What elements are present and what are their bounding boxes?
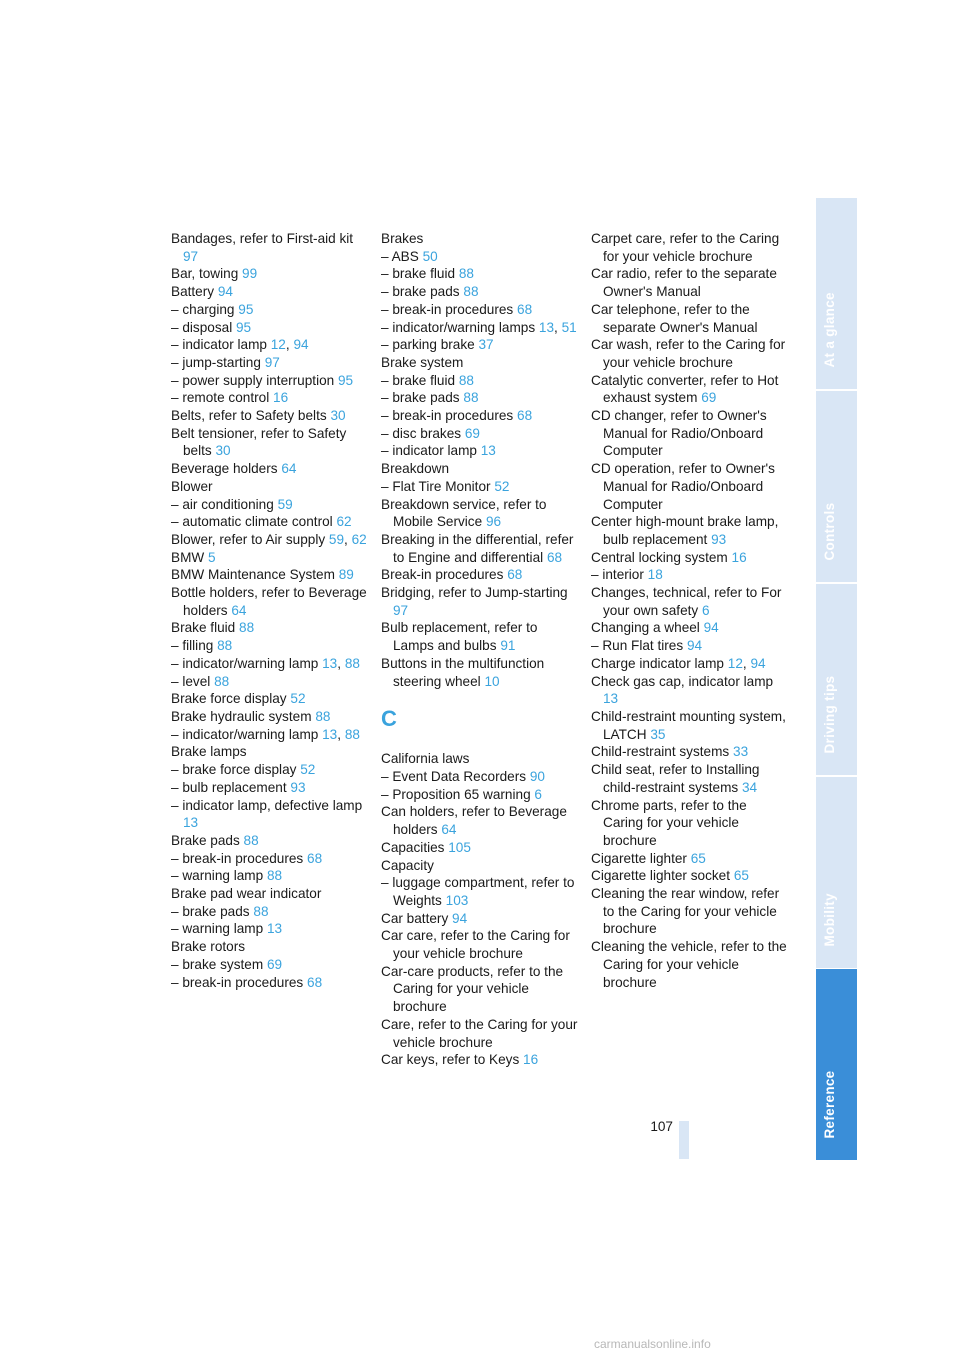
page-link[interactable]: 95 <box>338 372 354 388</box>
index-term: – brake pads <box>381 390 460 406</box>
page-link[interactable]: 88 <box>458 372 474 388</box>
tab-label: Mobility <box>821 893 837 947</box>
index-term: – indicator/warning lamp <box>171 726 319 742</box>
index-term: Bridging, refer to Jump-starting <box>381 585 568 601</box>
index-letter-heading: C <box>381 706 397 732</box>
index-entry <box>591 673 787 708</box>
page-link[interactable]: 35 <box>650 726 666 742</box>
page-link[interactable]: 64 <box>441 822 457 838</box>
page-link[interactable]: 64 <box>231 602 247 618</box>
page-link[interactable]: 33 <box>733 744 749 760</box>
index-term: – break-in procedures <box>171 974 304 990</box>
index-term: Chrome parts, refer to the Caring for your vehicle brochure <box>591 797 747 848</box>
index-term: Car battery <box>381 910 449 926</box>
index-term: Bottle holders, refer to Beverage holders <box>171 585 367 618</box>
index-term: – filling <box>171 638 214 654</box>
index-entry <box>381 910 581 928</box>
index-entry <box>171 549 371 567</box>
page-link[interactable]: 94 <box>686 638 703 654</box>
index-entry <box>381 425 581 443</box>
index-term: – bulb replacement <box>171 779 287 795</box>
index-entry <box>171 850 371 868</box>
index-term: – brake system <box>171 956 264 972</box>
index-entry <box>171 283 371 301</box>
page-link[interactable]: 59 <box>277 496 293 512</box>
watermark: carmanualsonline.info <box>594 1337 711 1351</box>
index-term: – brake pads <box>171 903 250 919</box>
tab-driving-tips[interactable] <box>816 584 857 775</box>
index-term: – break-in procedures <box>171 850 304 866</box>
index-entry <box>381 301 581 319</box>
index-entry <box>591 743 787 761</box>
index-term: CD operation, refer to Owner's Manual for Radio/Onboard Computer <box>591 461 775 512</box>
page-link[interactable]: 88 <box>458 266 474 282</box>
index-entry <box>171 743 371 761</box>
page-link[interactable]: 88 <box>315 708 331 724</box>
index-entry <box>591 566 787 584</box>
index-term: Blower <box>171 478 213 494</box>
index-entry <box>171 797 371 832</box>
tab-reference[interactable] <box>816 969 857 1160</box>
tab-controls[interactable] <box>816 391 857 582</box>
index-entry <box>381 963 581 1016</box>
page-link[interactable]: 68 <box>517 301 533 317</box>
index-entry <box>591 637 787 655</box>
index-term: – warning lamp <box>171 921 264 937</box>
index-term: Car care, refer to the Caring for your vehicle brochure <box>381 928 570 962</box>
index-entry <box>381 927 581 962</box>
tab-at-a-glance[interactable] <box>816 198 857 389</box>
index-entry: – indicator/warning lamps 13, 51 <box>381 319 577 335</box>
index-entry <box>381 265 581 283</box>
index-entry <box>171 673 371 691</box>
index-term: Brakes <box>381 231 424 246</box>
index-column-1 <box>171 230 371 991</box>
page-link[interactable]: 88 <box>243 832 259 848</box>
index-term: – break-in procedures <box>381 301 514 317</box>
index-entry <box>171 885 371 903</box>
index-entry <box>591 549 787 567</box>
page-link[interactable]: 91 <box>500 638 516 654</box>
page-link[interactable]: 97 <box>393 602 409 618</box>
index-entry <box>171 708 371 726</box>
index-entry <box>381 460 581 478</box>
page-link[interactable]: 69 <box>464 425 480 441</box>
index-entry <box>171 460 371 478</box>
index-entry <box>591 708 787 743</box>
index-term: BMW <box>171 549 205 565</box>
page-link[interactable]: 13 <box>538 319 555 335</box>
index-entry <box>591 797 787 850</box>
index-entry <box>381 1016 581 1051</box>
page-link[interactable]: 34 <box>742 779 758 795</box>
index-term: Changes, technical, refer to For your own safety <box>591 585 782 618</box>
index-entry <box>171 637 371 655</box>
page-link[interactable]: 52 <box>290 691 306 707</box>
page-link[interactable]: 65 <box>733 868 749 884</box>
index-term: Carpet care, refer to the Caring for your vehicle brochure <box>591 231 780 264</box>
index-entry <box>171 779 371 797</box>
index-entry <box>171 903 371 921</box>
index-column-2 <box>381 230 581 1069</box>
index-term: Car telephone, refer to the separate Owner's Manual <box>591 301 758 335</box>
tab-label: Controls <box>821 502 837 561</box>
tab-label: Reference <box>821 1070 837 1139</box>
page-link[interactable]: 68 <box>517 408 533 424</box>
index-entry <box>381 566 581 584</box>
index-term: Brake rotors <box>171 939 246 955</box>
index-term: – Run Flat tires <box>591 638 684 654</box>
index-entry <box>381 372 581 390</box>
page-link[interactable]: 105 <box>448 839 471 855</box>
page-link[interactable]: 94 <box>750 655 766 671</box>
index-entry: Charge indicator lamp 12, 94 <box>591 655 766 671</box>
page-link[interactable]: 13 <box>266 921 283 937</box>
page-link[interactable]: 103 <box>445 892 469 908</box>
page-link[interactable]: 68 <box>307 974 323 990</box>
index-term: Break-in procedures <box>381 567 504 583</box>
index-term: Cleaning the rear window, refer to the Caring for your vehicle brochure <box>591 886 780 937</box>
index-term: – automatic climate control <box>171 514 333 530</box>
index-entry <box>591 938 787 991</box>
index-entry <box>171 425 371 460</box>
index-term: – level <box>171 673 211 689</box>
page-link[interactable]: 90 <box>529 768 545 784</box>
index-entry <box>171 513 371 531</box>
page-link[interactable]: 88 <box>217 638 233 654</box>
index-term: Brake force display <box>171 691 287 707</box>
index-term: Breaking in the differential, refer to Engine and differential <box>381 531 574 565</box>
page-link[interactable]: 30 <box>215 443 231 459</box>
index-term: – Event Data Recorders <box>381 768 527 784</box>
index-term: Car-care products, refer to the Caring for your vehicle brochure <box>381 963 564 1015</box>
page-link[interactable]: 94 <box>703 620 719 636</box>
index-entry <box>171 832 371 850</box>
page-link[interactable]: 65 <box>690 850 706 866</box>
index-entry: – indicator lamp 12, 94 <box>171 337 309 353</box>
index-entry <box>381 584 581 619</box>
index-term: Belts, refer to Safety belts <box>171 408 327 424</box>
index-term: Child-restraint systems <box>591 744 730 760</box>
page-link[interactable]: 69 <box>266 956 283 972</box>
tab-label: Driving tips <box>821 675 837 754</box>
index-entry <box>591 850 787 868</box>
index-entry: – indicator/warning lamp 13, 88 <box>171 655 360 671</box>
index-term: – luggage compartment, refer to Weights <box>381 875 575 908</box>
index-term: – Flat Tire Monitor <box>381 478 491 494</box>
page-number-bar <box>679 1121 689 1159</box>
index-term: Brake lamps <box>171 744 247 760</box>
index-column-3 <box>591 230 787 991</box>
index-entry <box>171 265 371 283</box>
index-term: Breakdown <box>381 461 450 477</box>
index-term: – charging <box>171 301 235 317</box>
index-entry <box>381 1051 581 1069</box>
index-term: – Proposition 65 warning <box>381 786 531 802</box>
page-link[interactable]: 10 <box>484 673 500 689</box>
index-entry <box>591 372 787 407</box>
page-link[interactable]: 93 <box>711 531 727 547</box>
index-term: – remote control <box>171 390 270 406</box>
page-link[interactable]: 12 <box>727 655 743 671</box>
index-entry <box>171 938 371 956</box>
index-entry <box>591 336 787 371</box>
page-link[interactable]: 88 <box>266 868 283 884</box>
index-entry <box>381 230 581 248</box>
index-term: Child-restraint mounting system, LATCH <box>591 708 786 742</box>
index-entry <box>171 407 371 425</box>
index-term: Bandages, refer to First-aid kit <box>171 231 354 246</box>
index-term: Catalytic converter, refer to Hot exhaust system <box>591 372 779 406</box>
tab-mobility[interactable] <box>816 777 857 968</box>
page-link[interactable]: 12 <box>270 337 286 353</box>
index-term: – disc brakes <box>381 425 462 441</box>
page-link[interactable]: 50 <box>422 248 438 264</box>
page-link[interactable]: 94 <box>452 910 468 926</box>
index-term: Check gas cap, indicator lamp <box>591 673 774 689</box>
page-link[interactable]: 62 <box>336 514 352 530</box>
index-entry <box>171 956 371 974</box>
index-entry <box>171 761 371 779</box>
page-link[interactable]: 52 <box>494 478 510 494</box>
index-term: Car keys, refer to Keys <box>381 1052 520 1068</box>
page-link[interactable]: 62 <box>351 531 367 547</box>
page-link[interactable]: 94 <box>217 284 233 300</box>
index-term: Brake pad wear indicator <box>171 886 322 902</box>
index-entry <box>591 867 787 885</box>
index-entry <box>171 584 371 619</box>
index-entry <box>591 584 787 619</box>
index-entry <box>381 839 581 857</box>
page-link[interactable]: 88 <box>214 673 230 689</box>
page-link[interactable]: 52 <box>300 762 316 778</box>
index-entry <box>171 230 371 265</box>
index-term: Changing a wheel <box>591 620 700 636</box>
index-entry <box>381 496 581 531</box>
index-term: Brake pads <box>171 832 240 848</box>
index-entry <box>381 442 581 460</box>
index-entry <box>171 566 371 584</box>
tab-label: At a glance <box>821 292 837 368</box>
page-link[interactable]: 30 <box>330 408 346 424</box>
index-entry <box>171 867 371 885</box>
index-entry <box>591 265 787 300</box>
index-term: – ABS <box>381 248 419 264</box>
index-term: – air conditioning <box>171 496 274 512</box>
index-term: Child seat, refer to Installing child-restraint systems <box>591 762 760 795</box>
index-term: Beverage holders <box>171 461 278 477</box>
page-link[interactable]: 13 <box>183 815 199 831</box>
page-link[interactable]: 88 <box>463 284 479 300</box>
index-entry <box>591 301 787 336</box>
index-entry <box>381 389 581 407</box>
page-link[interactable]: 69 <box>701 390 717 406</box>
index-entry <box>381 531 581 566</box>
page-link[interactable]: 88 <box>253 903 269 919</box>
section-tabs <box>816 198 857 1160</box>
index-term: Brake hydraulic system <box>171 708 312 724</box>
page-link[interactable]: 97 <box>264 354 280 370</box>
page-link[interactable]: 88 <box>239 620 255 636</box>
index-term: BMW Maintenance System <box>171 567 335 583</box>
index-entry <box>591 619 787 637</box>
page-link[interactable]: 13 <box>322 655 338 671</box>
index-term: – parking brake <box>381 337 475 353</box>
page-link[interactable]: 93 <box>290 779 306 795</box>
page-link[interactable]: 89 <box>338 567 354 583</box>
index-term: – interior <box>591 567 644 583</box>
page-link[interactable]: 13 <box>603 691 619 707</box>
index-term: Capacity <box>381 857 434 873</box>
index-term: Center high-mount brake lamp, bulb replacement <box>591 514 779 547</box>
index-term: – indicator lamp <box>171 337 267 353</box>
index-term: – brake fluid <box>381 372 456 388</box>
index-entry <box>171 496 371 514</box>
page-link[interactable]: 88 <box>463 390 479 406</box>
page-link[interactable]: 68 <box>507 567 523 583</box>
page-link[interactable]: 18 <box>647 567 663 583</box>
index-term: Bulb replacement, refer to Lamps and bulbs <box>381 620 538 654</box>
index-entry <box>381 354 581 372</box>
page-link[interactable]: 59 <box>328 531 345 547</box>
page-link[interactable]: 6 <box>701 602 710 618</box>
page-link[interactable]: 37 <box>478 337 494 353</box>
index-term: Car radio, refer to the separate Owner's Manual <box>591 266 777 300</box>
index-entry <box>381 655 581 690</box>
page-number: 107 <box>650 1119 673 1134</box>
index-term: – break-in procedures <box>381 408 514 424</box>
page-link[interactable]: 95 <box>238 301 254 317</box>
page-link[interactable]: 99 <box>242 266 258 282</box>
index-entry <box>591 460 787 513</box>
index-entry <box>171 372 371 390</box>
page-link[interactable]: 64 <box>281 461 297 477</box>
index-entry <box>591 230 787 265</box>
page-link[interactable]: 88 <box>344 655 360 671</box>
index-entry <box>381 248 581 266</box>
page-link[interactable]: 97 <box>183 248 199 264</box>
index-term: Brake system <box>381 354 464 370</box>
index-term: – indicator lamp, defective lamp <box>171 797 363 813</box>
index-term: CD changer, refer to Owner's Manual for Radio/Onboard Computer <box>591 408 767 459</box>
index-entry <box>171 301 371 319</box>
index-entry <box>381 786 581 804</box>
page-link[interactable]: 16 <box>273 390 289 406</box>
index-term: Bar, towing <box>171 266 239 282</box>
index-entry <box>171 354 371 372</box>
index-term: – indicator/warning lamps <box>381 319 536 335</box>
index-entry <box>381 874 581 909</box>
index-term: Buttons in the multifunction steering wheel <box>381 655 545 689</box>
index-term: Charge indicator lamp <box>591 655 724 671</box>
index-entry <box>381 619 581 654</box>
index-term: – warning lamp <box>171 868 264 884</box>
index-entry <box>381 407 581 425</box>
index-term: – brake pads <box>381 284 460 300</box>
index-entry <box>171 920 371 938</box>
index-entry <box>591 407 787 460</box>
index-entry <box>171 319 371 337</box>
index-term: Care, refer to the Caring for your vehicle brochure <box>381 1016 578 1050</box>
index-term: Blower, refer to Air supply <box>171 531 326 547</box>
page-link[interactable]: 68 <box>307 850 323 866</box>
index-entry <box>381 857 581 875</box>
index-entry <box>171 478 371 496</box>
index-entry <box>381 478 581 496</box>
page-link[interactable]: 94 <box>293 337 309 353</box>
index-term: Cigarette lighter socket <box>591 868 731 884</box>
index-entry <box>591 513 787 548</box>
page-link[interactable]: 13 <box>322 726 338 742</box>
page-link[interactable]: 96 <box>485 514 502 530</box>
page-link[interactable]: 68 <box>546 549 563 565</box>
index-entry <box>381 768 581 786</box>
index-term: Breakdown service, refer to Mobile Service <box>381 496 547 530</box>
index-term: – brake fluid <box>381 266 456 282</box>
page-link[interactable]: 88 <box>344 726 360 742</box>
index-term: Battery <box>171 284 215 300</box>
index-entry <box>171 690 371 708</box>
index-term: Can holders, refer to Beverage holders <box>381 804 567 838</box>
index-entry <box>591 761 787 796</box>
page-link[interactable]: 5 <box>208 549 216 565</box>
index-term: Cigarette lighter <box>591 850 687 866</box>
index-term: Cleaning the vehicle, refer to the Caring for your vehicle brochure <box>591 939 787 990</box>
index-term: Brake fluid <box>171 620 236 636</box>
page-link[interactable]: 95 <box>236 319 252 335</box>
index-entry <box>381 283 581 301</box>
index-entry: – indicator/warning lamp 13, 88 <box>171 726 360 742</box>
index-entry <box>171 619 371 637</box>
index-entry <box>381 803 581 838</box>
index-entry <box>171 974 371 992</box>
index-term: California laws <box>381 751 470 767</box>
index-entry <box>381 750 581 768</box>
page-link[interactable]: 13 <box>480 443 496 459</box>
index-term: – indicator lamp <box>381 443 477 459</box>
index-term: – power supply interruption <box>171 372 335 388</box>
index-entry: Blower, refer to Air supply 59, 62 <box>171 531 367 547</box>
index-term: Car wash, refer to the Caring for your vehicle brochure <box>591 337 786 370</box>
page-link[interactable]: 51 <box>561 319 577 335</box>
index-term: – indicator/warning lamp <box>171 655 319 671</box>
page-link[interactable]: 16 <box>731 549 747 565</box>
index-term: – disposal <box>171 319 233 335</box>
index-entry <box>591 885 787 938</box>
index-term: Central locking system <box>591 549 728 565</box>
index-term: Belt tensioner, refer to Safety belts <box>171 425 347 459</box>
index-term: – brake force display <box>171 762 297 778</box>
index-term: Capacities <box>381 839 445 855</box>
page-link[interactable]: 16 <box>523 1052 539 1068</box>
index-entry <box>171 389 371 407</box>
page-link[interactable]: 6 <box>534 786 542 802</box>
index-term: – jump-starting <box>171 354 261 370</box>
index-entry <box>381 336 581 354</box>
